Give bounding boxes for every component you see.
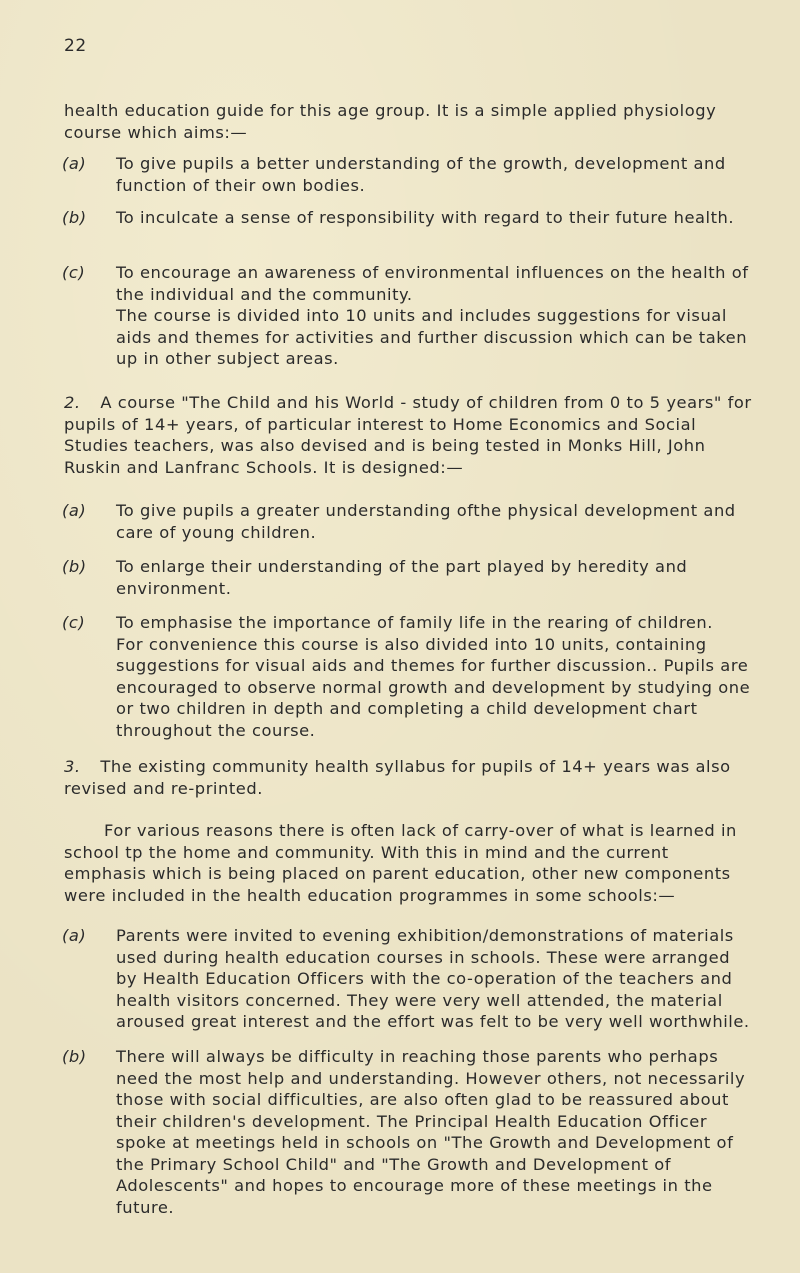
list-item-text: To give pupils a greater understanding ofthe physical development and care of young children. xyxy=(116,501,736,542)
list-item xyxy=(62,153,754,196)
list-marker: (a) xyxy=(62,501,87,520)
list-item-text: To emphasise the importance of family life in the rearing of children. xyxy=(116,613,714,632)
page-number: 22 xyxy=(64,36,87,56)
list-item-text: Parents were invited to evening exhibition/demonstrations of materials used during health education courses in schools. These were arranged by Health Education Officers with the co-operation of the teachers and health visitors concerned. They were very well attended, the material aroused great interest and the effort was felt to be very well worthwhile. xyxy=(116,926,750,1031)
list-item xyxy=(62,1046,754,1218)
list-marker: (c) xyxy=(62,613,86,632)
list-item xyxy=(62,262,754,370)
list-item xyxy=(62,207,754,229)
paragraph-parent-education: For various reasons there is often lack of carry-over of what is learned in school tp the home and community. With this in mind and the current emphasis which is being placed on parent education, other new components were included in the health education programmes in some schools:— xyxy=(64,821,737,905)
paragraph-text: The existing community health syllabus for pupils of 14+ years was also revised and re-printed. xyxy=(64,757,731,798)
list-item xyxy=(62,500,754,543)
list-item xyxy=(62,612,754,741)
paragraph-number: 2. xyxy=(64,393,81,412)
paragraph-number: 3. xyxy=(64,757,81,776)
paragraph-text: A course "The Child and his World - study of children from 0 to 5 years" for pupils of 14+ years, of particular interest to Home Economics and Social Studies teachers, was also devised and is being tested in Monks Hill, John Ruskin and Lanfranc Schools. It is designed:— xyxy=(64,393,752,477)
list-item xyxy=(62,556,754,599)
list-marker: (c) xyxy=(62,263,86,282)
list-marker: (b) xyxy=(62,557,87,576)
list-item-text: To encourage an awareness of environmental influences on the health of the individual and the community. xyxy=(116,263,749,304)
list-item-text: To enlarge their understanding of the part played by heredity and environment. xyxy=(116,557,688,598)
list-marker: (a) xyxy=(62,154,87,173)
list-item-continuation: For convenience this course is also divided into 10 units, containing suggestions for visual aids and themes for further discussion.. Pupils are encouraged to observe normal growth and development by studying one or two children in depth and completing a child development chart throughout the course. xyxy=(116,634,751,740)
numbered-paragraph-2 xyxy=(64,392,754,478)
list-item-text: There will always be difficulty in reaching those parents who perhaps need the most help and understanding. However others, not necessarily those with social difficulties, are also often glad to be reassured about their children's development. The Principal Health Education Officer spoke at meetings held in schools on "The Growth and Development of the Primary School Child" and "The Growth and Development of Adolescents" and hopes to encourage more of these meetings in the future. xyxy=(116,1047,746,1217)
list-item xyxy=(62,925,754,1033)
intro-paragraph: health education guide for this age group. It is a simple applied physiology course which aims:— xyxy=(64,101,717,142)
list-marker: (b) xyxy=(62,1047,87,1066)
list-item-text: To inculcate a sense of responsibility with regard to their future health. xyxy=(116,208,735,227)
numbered-paragraph-3 xyxy=(64,756,754,799)
list-marker: (b) xyxy=(62,208,87,227)
list-marker: (a) xyxy=(62,926,87,945)
list-item-continuation: The course is divided into 10 units and includes suggestions for visual aids and themes for activities and further discussion which can be taken up in other subject areas. xyxy=(116,306,748,368)
list-item-text: To give pupils a better understanding of the growth, development and function of their own bodies. xyxy=(116,154,726,195)
